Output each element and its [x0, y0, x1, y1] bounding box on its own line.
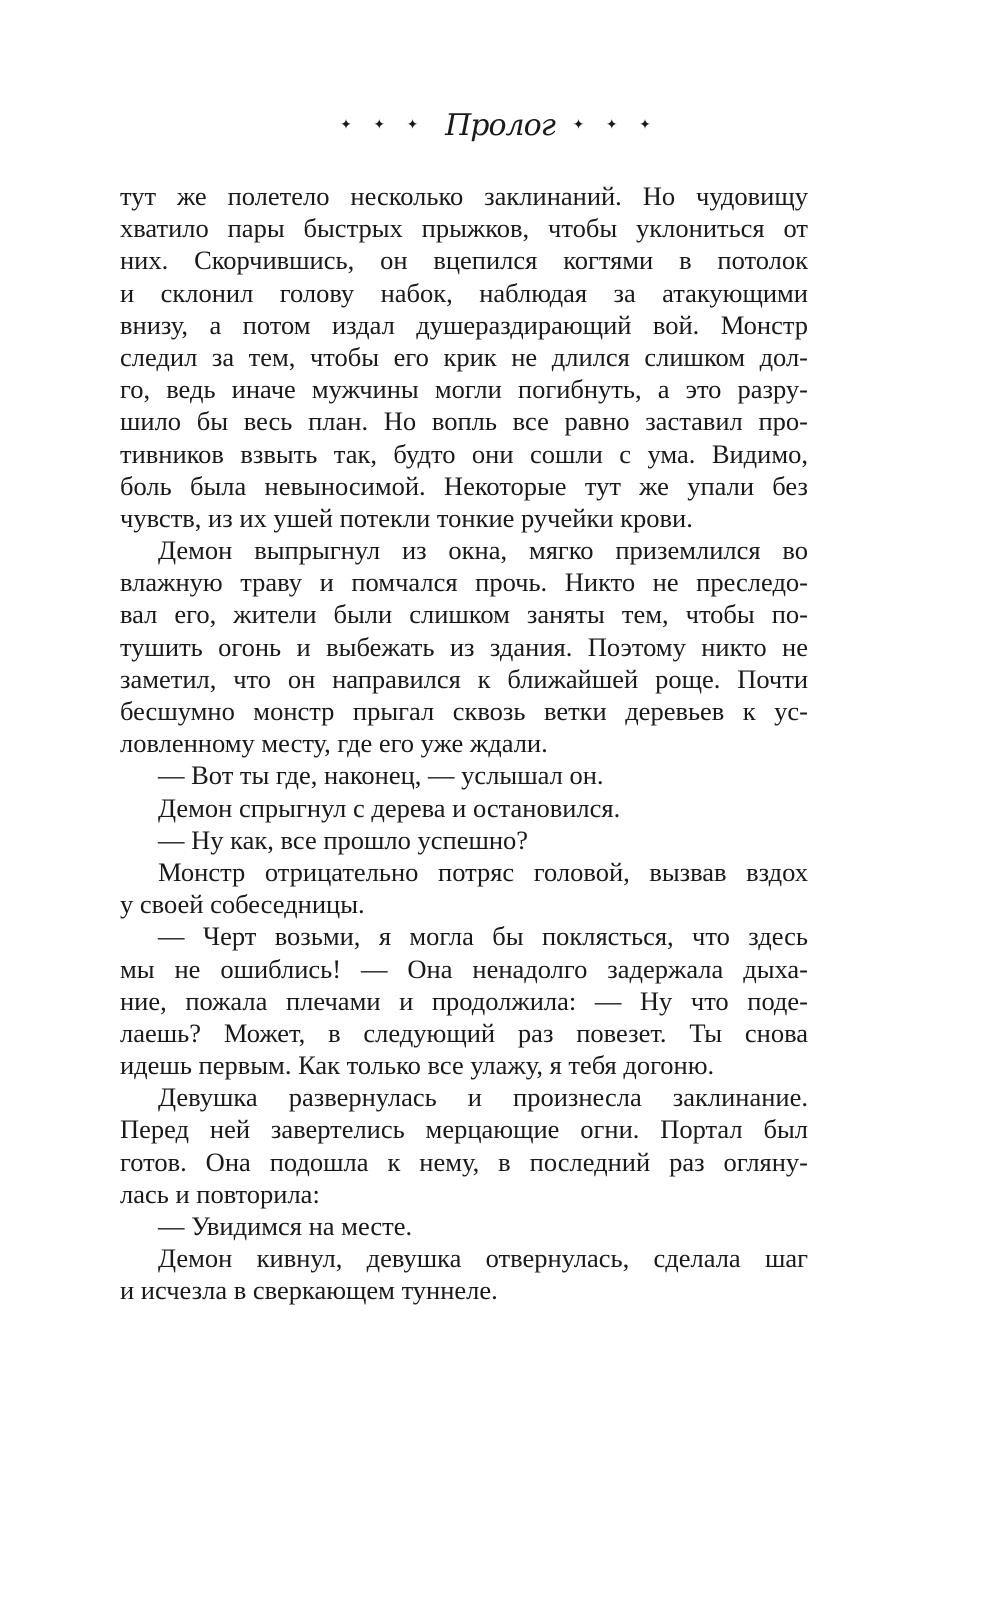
text-line: заметил, что он направился к ближайшей роще. Почти — [120, 663, 808, 694]
text-line: лась и повторила: — [120, 1178, 320, 1209]
text-line: вал его, жители были слишком заняты тем, чтобы по- — [120, 599, 808, 630]
text-line: Демон выпрыгнул из окна, мягко приземлился во — [158, 535, 808, 566]
text-line: внизу, а потом издал душераздирающий вой. Монстр — [120, 309, 808, 340]
text-line: — Вот ты где, наконец, — услышал он. — [158, 760, 604, 791]
text-line: влажную траву и помчался прочь. Никто не преследо- — [120, 567, 808, 598]
text-line: и склонил голову набок, наблюдая за атакующими — [120, 277, 808, 308]
text-line: боль была невыносимой. Некоторые тут же упали без — [120, 470, 808, 501]
text-line: лаешь? Может, в следующий раз повезет. Ты снова — [120, 1017, 808, 1048]
text-line: бесшумно монстр прыгал сквозь ветки деревьев к ус- — [120, 696, 808, 726]
page-body-text — [120, 180, 808, 1307]
text-line: Перед ней завертелись мерцающие огни. Портал был — [120, 1114, 808, 1145]
text-line: идешь первым. Как только все улажу, я тебя догоню. — [120, 1050, 715, 1081]
text-line: ловленному месту, где его уже ждали. — [120, 728, 548, 759]
text-line: тивников взвыть так, будто они сошли с ума. Видимо, — [120, 438, 808, 469]
text-line: Демон спрыгнул с дерева и остановился. — [158, 792, 621, 823]
text-line: — Черт возьми, я могла бы поклясться, что здесь — [158, 921, 808, 952]
text-line: готов. Она подошла к нему, в последний раз огляну- — [120, 1146, 808, 1177]
text-line: Девушка развернулась и произнесла заклинание. — [158, 1082, 808, 1113]
text-line: шило бы весь план. Но вопль все равно заставил про- — [120, 406, 808, 437]
text-line: хватило пары быстрых прыжков, чтобы уклониться от — [120, 213, 808, 244]
text-line: го, ведь иначе мужчины могли погибнуть, а это разру- — [120, 374, 808, 405]
running-header — [0, 108, 1000, 143]
text-line: Монстр отрицательно потряс головой, вызвав вздох — [158, 856, 808, 887]
text-line: тушить огонь и выбежать из здания. Поэтому никто не — [120, 631, 808, 662]
ornament-stars-left: ✦ ✦ ✦ — [340, 118, 428, 133]
text-line: — Ну как, все прошло успешно? — [158, 824, 529, 855]
text-line: Демон кивнул, девушка отвернулась, сделала шаг — [158, 1243, 808, 1274]
text-line: них. Скорчившись, он вцепился когтями в потолок — [120, 245, 808, 276]
text-line: ние, пожала плечами и продолжила: — Ну что поде- — [120, 985, 808, 1016]
text-line: — Увидимся на месте. — [158, 1211, 413, 1241]
ornament-stars-right: ✦ ✦ ✦ — [572, 118, 660, 133]
text-line: у своей собеседницы. — [120, 889, 365, 920]
text-line: и исчезла в сверкающем туннеле. — [120, 1275, 498, 1306]
text-line: мы не ошиблись! — Она ненадолго задержала дыха- — [120, 953, 808, 984]
chapter-title: Пролог — [445, 108, 555, 143]
text-line: чувств, из их ушей потекли тонкие ручейки крови. — [120, 502, 693, 533]
text-line: тут же полетело несколько заклинаний. Но чудовищу — [120, 181, 808, 211]
text-line: следил за тем, чтобы его крик не длился слишком дол- — [120, 341, 808, 372]
